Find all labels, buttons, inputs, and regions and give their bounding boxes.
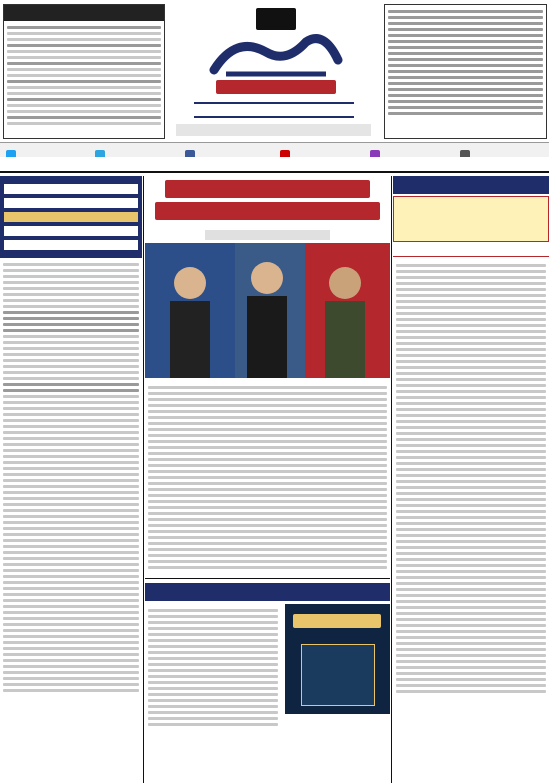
image-title-band <box>293 614 381 628</box>
right-column-headline <box>393 196 549 242</box>
second-article-image <box>285 604 390 714</box>
main-headline <box>145 180 390 230</box>
right-column-body <box>393 259 549 698</box>
book-shape <box>301 644 375 706</box>
issue-bar <box>0 157 549 173</box>
second-headline <box>145 583 390 601</box>
contents-box-list <box>4 21 164 130</box>
logo-wordmark <box>206 30 346 78</box>
social-bar <box>0 142 549 158</box>
masthead <box>0 0 549 142</box>
issue-date <box>340 159 545 168</box>
right-column <box>393 176 549 783</box>
logo-subtitle <box>216 80 336 94</box>
column-divider-right <box>391 176 392 783</box>
contents-box <box>3 4 165 139</box>
main-byline <box>205 230 330 240</box>
logo-date-line <box>176 124 371 136</box>
issue-website <box>5 159 195 168</box>
right-column-byline <box>393 244 549 257</box>
social-link-3[interactable] <box>185 144 195 156</box>
contents-box-heading <box>4 5 164 21</box>
issue-motto <box>200 159 330 168</box>
main-article-body <box>145 381 390 574</box>
right-column-section-heading <box>393 176 549 194</box>
social-link-2[interactable] <box>95 144 105 156</box>
left-column <box>0 176 142 783</box>
main-article-photo <box>145 243 390 378</box>
social-link-5[interactable] <box>370 144 380 156</box>
social-link-1[interactable] <box>6 144 16 156</box>
newspaper-logo <box>166 2 380 140</box>
photo-illustration <box>145 243 390 378</box>
social-link-4[interactable] <box>280 144 290 156</box>
left-column-headline <box>0 176 142 258</box>
intro-box <box>384 4 547 139</box>
logo-tagline <box>194 102 354 118</box>
intro-box-text <box>385 5 546 120</box>
second-article-body <box>145 604 281 731</box>
social-link-6[interactable] <box>460 144 470 156</box>
main-column <box>145 176 390 783</box>
flag-icon <box>256 8 296 30</box>
left-column-body <box>0 258 142 697</box>
column-divider-left <box>143 176 144 783</box>
